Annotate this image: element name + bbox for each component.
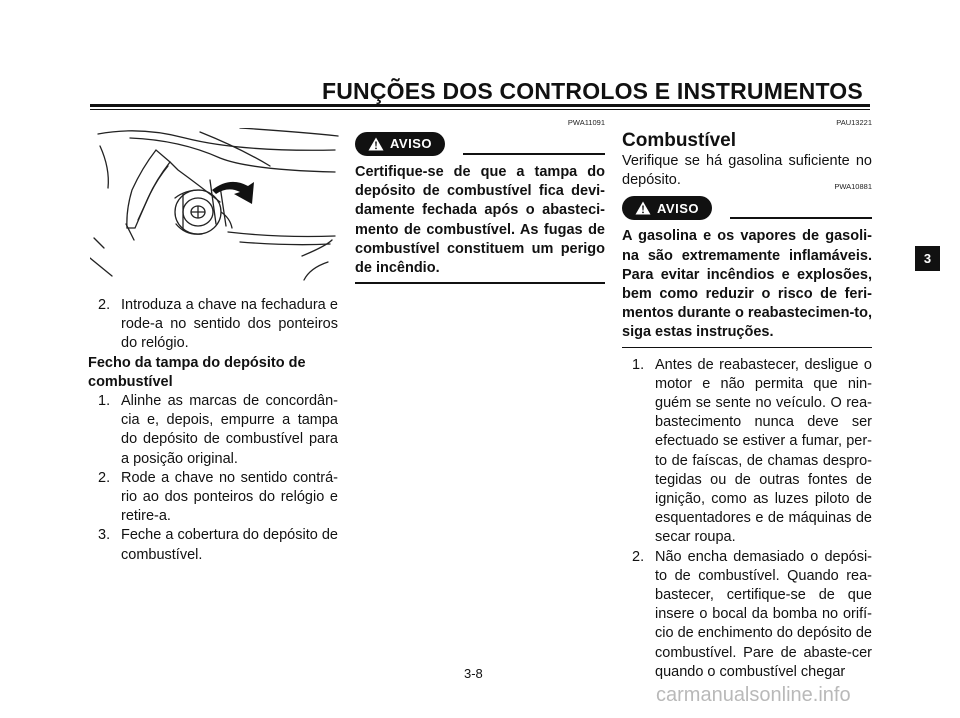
tank-outline xyxy=(98,131,335,150)
reference-code: PAU13221 xyxy=(836,118,872,127)
list-item-number: 1. xyxy=(632,356,645,373)
list-item-number: 2. xyxy=(98,297,111,313)
list-item-number: 1. xyxy=(98,393,111,410)
list-item-text: Feche a cobertura do depósito de combustível. xyxy=(121,527,338,563)
chapter-tab: 3 xyxy=(915,246,940,271)
reference-code: PWA11091 xyxy=(567,118,605,127)
page-header-title: FUNÇÕES DOS CONTROLOS E INSTRUMENTOS xyxy=(322,78,863,104)
warning-badge xyxy=(355,132,445,156)
section-title: Combustível xyxy=(622,130,737,151)
list-item-number: 2. xyxy=(98,469,111,486)
warning-label: AVISO xyxy=(657,200,699,216)
list-item xyxy=(88,526,338,564)
list-item-text: Introduza a chave na fechadura e rode-a no sentido dos ponteiros do relógio. xyxy=(121,297,338,352)
header-rule xyxy=(90,104,870,107)
list-item xyxy=(622,548,872,682)
list-item xyxy=(88,296,338,354)
warning-badge xyxy=(622,196,712,220)
warning-rule xyxy=(730,217,872,219)
warning-rule xyxy=(463,153,605,155)
warning-text: A gasolina e os vapores de gasoli-na são extremamente inflamáveis. Para evitar incêndios e explosões, bem como reduzir o risco de feri-mentos durante o reabastecimen-to, siga estas instruções. xyxy=(622,227,872,347)
list-item xyxy=(88,392,338,469)
list-item-text: Antes de reabastecer, desligue o motor e não permita que nin-guém se sente no veículo. O rea-bastecimento nunca deve ser efectuado se estiver a fumar, per-to de faíscas, de chamas despro-tegidas ou de outras fontes de ignição, como as luzes piloto de esquentadores e de máquinas de secar roupa. xyxy=(655,356,872,546)
list-item-text: Alinhe as marcas de concordân-cia e, depois, empurre a tampa do depósito de combustível para a posição original. xyxy=(121,393,338,467)
list-item-text: Rode a chave no sentido contrá-rio ao dos ponteiros do relógio e retire-a. xyxy=(121,469,338,525)
list-item xyxy=(622,356,872,548)
intro-paragraph: Verifique se há gasolina suficiente no depósito. xyxy=(622,153,872,189)
warning-label: AVISO xyxy=(390,136,432,152)
section-subheading: Fecho da tampa do depósito de combustível xyxy=(88,354,306,390)
right-column xyxy=(622,118,872,682)
left-column xyxy=(88,296,338,565)
list-item-number: 3. xyxy=(98,527,111,544)
warning-header xyxy=(622,195,872,221)
cap-cover xyxy=(127,150,170,228)
list-item-text: Não encha demasiado o depósi-to de combustível. Quando rea-bastecer, certifique-se de que insere o bocal da bomba no orifí-cio de enchimento do depósito de combustível. Pare de abaste-cer quando o combustível chegar xyxy=(655,548,872,680)
page-number: 3-8 xyxy=(464,666,483,681)
list-item-number: 2. xyxy=(632,548,645,565)
fuel-cap-illustration xyxy=(90,128,340,288)
watermark: carmanualsonline.info xyxy=(656,684,851,706)
warning-triangle-icon xyxy=(368,137,384,151)
warning-text: Certifique-se de que a tampa do depósito de combustível fica devi-damente fechada após o abasteci-mento de combustível. As fugas de combustível constituem um perigo de incêndio. xyxy=(355,163,605,284)
header-rule-thin xyxy=(90,109,870,110)
list-item xyxy=(88,469,338,527)
reference-code: PWA10881 xyxy=(834,182,872,192)
warning-triangle-icon xyxy=(635,201,651,215)
middle-column xyxy=(355,118,605,284)
instruction-list xyxy=(622,356,872,682)
warning-header xyxy=(355,131,605,157)
